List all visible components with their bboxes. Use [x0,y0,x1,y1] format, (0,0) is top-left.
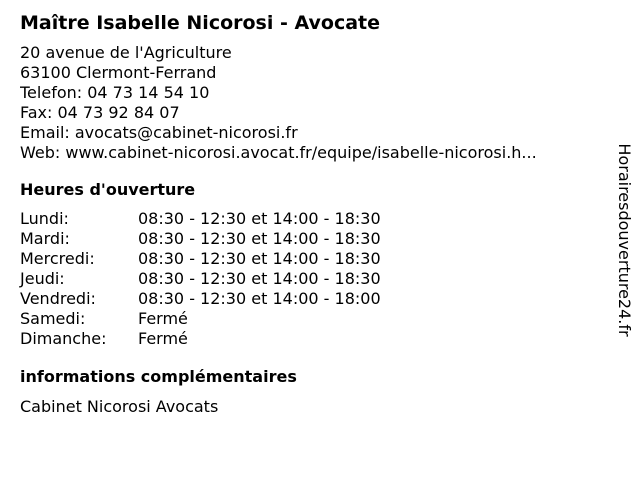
opening-hours-table [20,209,610,349]
phone-number: Telefon: 04 73 14 54 10 [20,83,210,102]
day-hours: Fermé [138,309,188,328]
page-title: Maître Isabelle Nicorosi - Avocate [20,12,381,34]
business-listing [20,10,610,417]
day-hours: 08:30 - 12:30 et 14:00 - 18:30 [138,269,381,288]
day-label: Mardi: [20,229,70,248]
day-hours: 08:30 - 12:30 et 14:00 - 18:30 [138,249,381,268]
day-hours: 08:30 - 12:30 et 14:00 - 18:30 [138,229,381,248]
hours-row-tuesday [20,229,610,249]
hours-row-saturday [20,309,610,329]
additional-info-text: Cabinet Nicorosi Avocats [20,397,219,416]
day-hours: Fermé [138,329,188,348]
hours-row-monday [20,209,610,229]
day-label: Samedi: [20,309,86,328]
hours-row-thursday [20,269,610,289]
website-url: Web: www.cabinet-nicorosi.avocat.fr/equipe/isabelle-nicorosi.h... [20,143,537,162]
contact-block [20,43,610,163]
day-label: Vendredi: [20,289,96,308]
day-hours: 08:30 - 12:30 et 14:00 - 18:00 [138,289,381,308]
day-label: Mercredi: [20,249,95,268]
day-hours: 08:30 - 12:30 et 14:00 - 18:30 [138,209,381,228]
email-address: Email: avocats@cabinet-nicorosi.fr [20,123,298,142]
day-label: Jeudi: [20,269,65,288]
opening-hours-heading: Heures d'ouverture [20,180,196,199]
additional-info-heading: informations complémentaires [20,367,297,386]
address-street: 20 avenue de l'Agriculture [20,43,232,62]
fax-number: Fax: 04 73 92 84 07 [20,103,180,122]
hours-row-wednesday [20,249,610,269]
site-watermark: Horairesdouverture24.fr [615,143,634,337]
day-label: Dimanche: [20,329,107,348]
hours-row-sunday [20,329,610,349]
hours-row-friday [20,289,610,309]
day-label: Lundi: [20,209,69,228]
address-city: 63100 Clermont-Ferrand [20,63,217,82]
